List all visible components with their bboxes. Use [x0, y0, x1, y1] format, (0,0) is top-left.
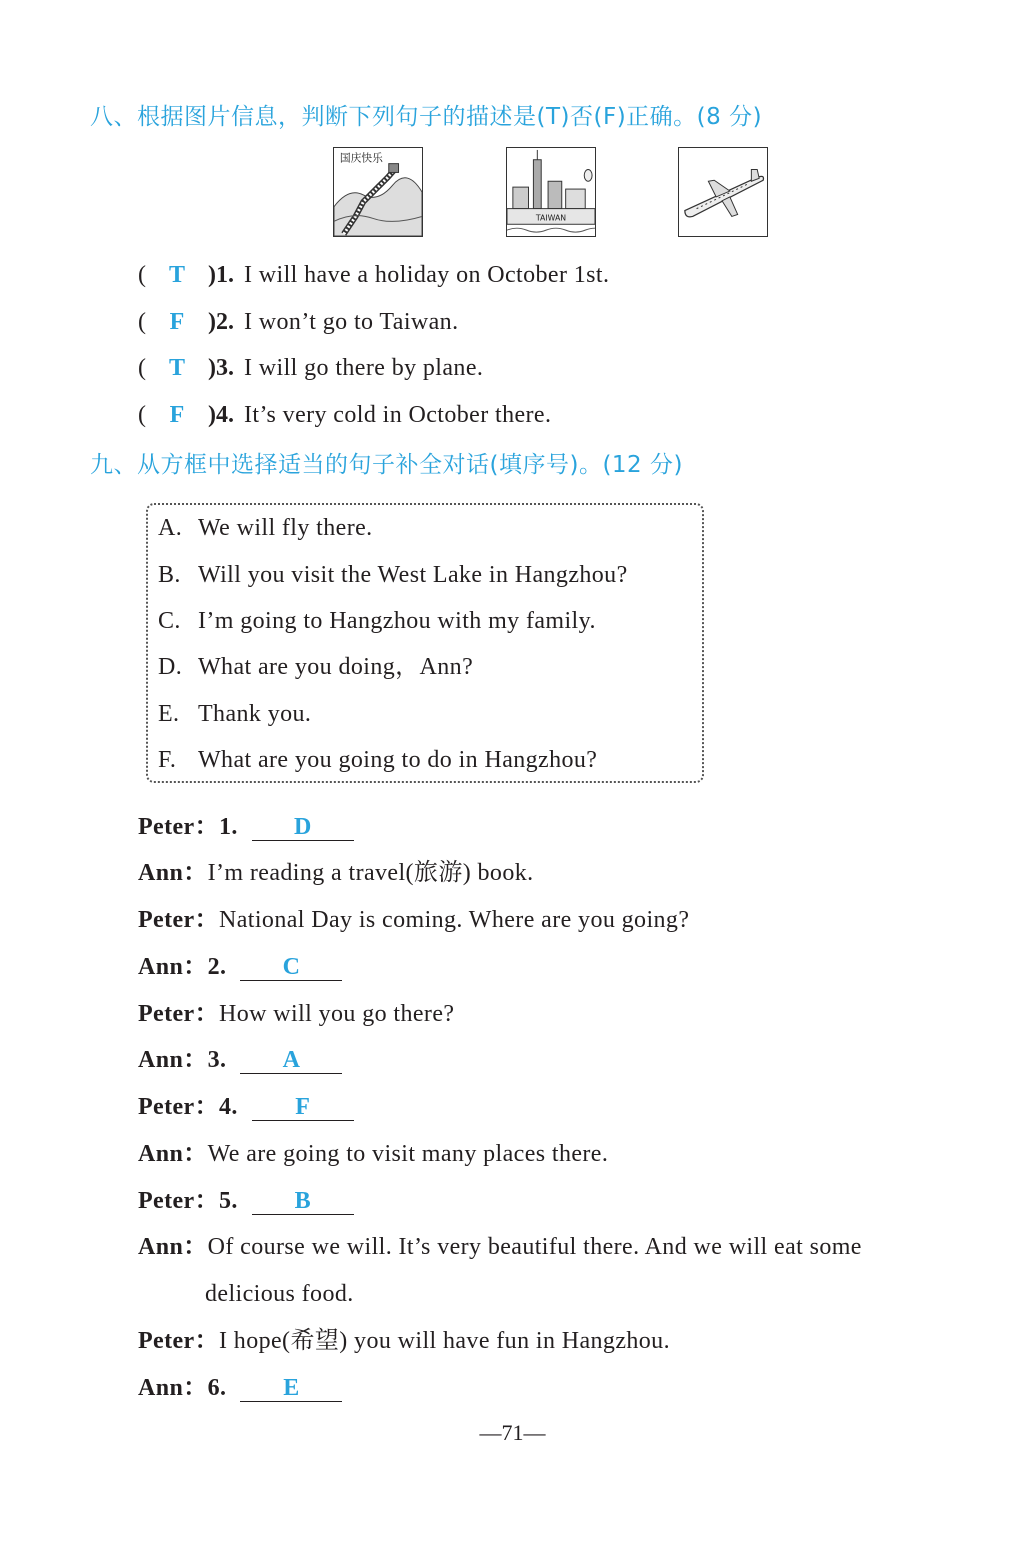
option-c: C. I’m going to Hangzhou with my family. [158, 608, 596, 634]
dialogue-line: Peter：1. D [138, 812, 354, 842]
answer-blank[interactable]: F [169, 402, 185, 428]
answer-blank[interactable]: T [168, 262, 185, 288]
answer-blank[interactable]: T [168, 355, 185, 381]
dialogue-line: Peter：4. F [138, 1092, 354, 1122]
dialogue-line: Peter：How will you go there? [138, 1001, 455, 1027]
dialogue-line: Peter：National Day is coming. Where are you going? [138, 907, 690, 933]
tf-question-3: ( T )3. I will go there by plane. [138, 355, 484, 381]
option-f: F. What are you going to do in Hangzhou? [158, 747, 598, 773]
dialogue-line: Ann：Of course we will. It’s very beautiful there. And we will eat some [138, 1234, 862, 1260]
tf-question-2: ( F )2. I won’t go to Taiwan. [138, 309, 459, 335]
dialogue-line: Ann：I’m reading a travel(旅游) book. [138, 860, 534, 886]
answer-blank[interactable]: E [240, 1375, 342, 1402]
dialogue-line: Peter：5. B [138, 1186, 354, 1216]
section8-title: 八、根据图片信息，判断下列句子的描述是(T)否(F)正确。(8 分) [90, 104, 763, 130]
dialogue-line: Ann：3. A [138, 1045, 342, 1075]
dialogue-line: Ann：2. C [138, 952, 342, 982]
option-e: E. Thank you. [158, 701, 312, 727]
answer-blank[interactable]: A [240, 1047, 342, 1074]
dialogue-line: Ann：6. E [138, 1373, 342, 1403]
dialogue-line: Ann：We are going to visit many places there. [138, 1141, 609, 1167]
dialogue-continuation: delicious food. [205, 1281, 354, 1307]
dialogue-line: Peter：I hope(希望) you will have fun in Hangzhou. [138, 1328, 670, 1354]
answer-blank[interactable]: D [252, 814, 354, 841]
great-wall-picture [333, 147, 423, 237]
taiwan-city-picture [506, 147, 596, 237]
tf-question-4: ( F )4. It’s very cold in October there. [138, 402, 552, 428]
options-box [146, 503, 704, 783]
answer-blank[interactable]: F [252, 1094, 354, 1121]
option-d: D. What are you doing，Ann? [158, 654, 474, 680]
picture-caption: 国庆快乐 [339, 151, 383, 165]
answer-blank[interactable]: B [252, 1188, 354, 1215]
option-b: B. Will you visit the West Lake in Hangzhou? [158, 562, 628, 588]
airplane-picture [678, 147, 768, 237]
picture-caption: TAIWAN [535, 213, 567, 223]
answer-blank[interactable]: C [240, 954, 342, 981]
option-a: A. We will fly there. [158, 515, 373, 541]
tf-question-1: ( T )1. I will have a holiday on October 1st. [138, 262, 610, 288]
answer-blank[interactable]: F [169, 309, 185, 335]
page-number: —71— [479, 1420, 546, 1445]
section9-title: 九、从方框中选择适当的句子补全对话(填序号)。(12 分) [90, 452, 683, 478]
